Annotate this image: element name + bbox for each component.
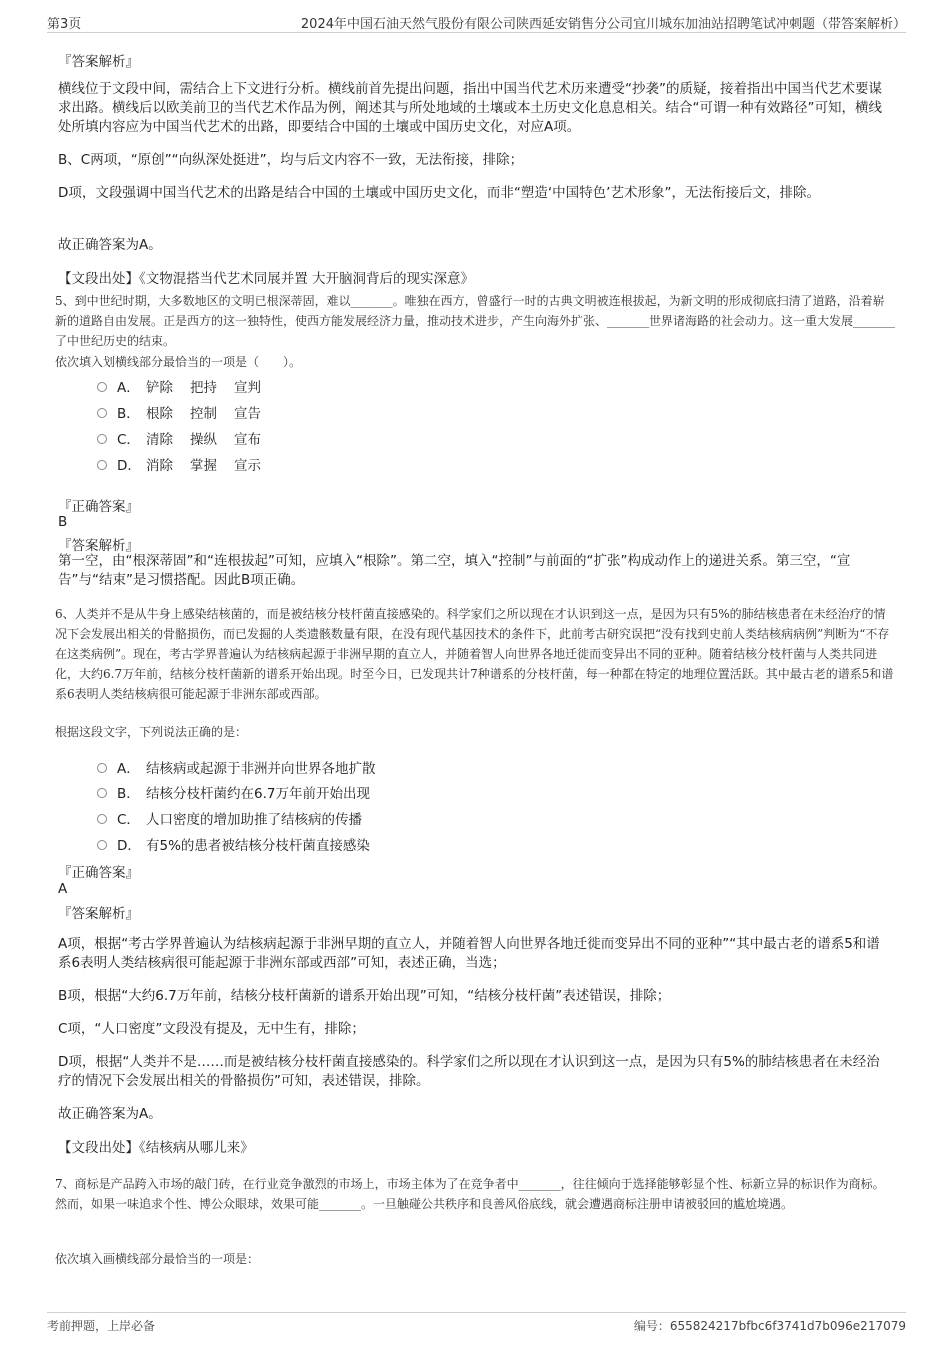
prev-source: 【文段出处】《文物混搭当代艺术同展并置 大开脑洞背后的现实深意》 xyxy=(58,271,475,287)
q5-correct-label: 『正确答案』 xyxy=(58,499,139,515)
q5-option-b[interactable]: B． 根除 控制 宣告 xyxy=(97,402,261,422)
q6-source: 【文段出处】《结核病从哪儿来》 xyxy=(58,1140,254,1156)
radio-icon[interactable] xyxy=(97,788,107,798)
q6-analysis-c: C项，“人口密度”文段没有提及，无中生有，排除； xyxy=(58,1021,365,1037)
footer-slogan: 考前押题，上岸必备 xyxy=(47,1319,156,1333)
q6-analysis-a: A项，根据“考古学界普遍认为结核病起源于非洲早期的直立人，并随着智人向世界各地迁徙而变异出不同的亚种”“其中最古老的谱系5和谱系6表明人类结核病很可能起源于非洲东部或西部”可知，表述正确，当选； xyxy=(58,936,880,971)
q6-option-c[interactable]: C． 人口密度的增加助推了结核病的传播 xyxy=(97,808,362,828)
prev-analysis-p2: B、C两项，“原创”“向纵深处挺进”，均与后文内容不一致，无法衔接，排除； xyxy=(58,152,524,168)
q6-option-d[interactable]: D． 有5%的患者被结核分枝杆菌直接感染 xyxy=(97,834,370,854)
q5-option-a[interactable]: A． 铲除 把持 宣判 xyxy=(97,376,261,396)
q5-analysis-label: 『答案解析』 xyxy=(58,538,139,554)
radio-icon[interactable] xyxy=(97,382,107,392)
prev-analysis-label: 『答案解析』 xyxy=(58,54,139,70)
q5-analysis: 第一空，由“根深蒂固”和“连根拔起”可知，应填入“根除”。第二空，填入“控制”与前面的“扩张”构成动作上的递进关系。第三空，“宣告”与“结束”是习惯搭配。因此B项正确。 xyxy=(58,553,851,588)
q6-option-b[interactable]: B． 结核分枝杆菌约在6.7万年前开始出现 xyxy=(97,782,370,802)
q6-option-a[interactable]: A． 结核病或起源于非洲并向世界各地扩散 xyxy=(97,757,376,777)
radio-icon[interactable] xyxy=(97,434,107,444)
q6-answer: A xyxy=(58,881,68,897)
q5-answer: B xyxy=(58,514,68,530)
document-title: 2024年中国石油天然气股份有限公司陕西延安销售分公司宜川城东加油站招聘笔试冲刺题（带答案解析） xyxy=(300,17,906,32)
q5-option-c[interactable]: C． 清除 操纵 宣布 xyxy=(97,428,261,448)
q6-analysis-d: D项，根据“人类并不是……而是被结核分枝杆菌直接感染的。科学家们之所以现在才认识到这一点，是因为只有5%的肺结核患者在未经治疗的情况下会发展出相关的骨骼损伤”可知，表述错误，排除。 xyxy=(58,1054,880,1089)
radio-icon[interactable] xyxy=(97,814,107,824)
q6-analysis-label: 『答案解析』 xyxy=(58,906,139,922)
q6-analysis-b: B项，根据“大约6.7万年前，结核分枝杆菌新的谱系开始出现”可知，“结核分枝杆菌”表述错误，排除； xyxy=(58,988,671,1004)
q6-analysis-conclusion: 故正确答案为A。 xyxy=(58,1106,162,1122)
q5-prompt: 依次填入划横线部分最恰当的一项是（ ）。 xyxy=(55,355,302,369)
prev-analysis-p1: 横线位于文段中间，需结合上下文进行分析。横线前首先提出问题，指出中国当代艺术历来遭受“抄袭”的质疑，接着指出中国当代艺术要谋求出路。横线后以欧美前卫的当代艺术作品为例，阐述其与所处地域的土壤或本土历史文化息息相关。结合“可谓一种有效路径”可知，横线处所填内容应为中国当代艺术的出路，即要结合中国的土壤或中国历史文化，对应A项。 xyxy=(58,81,882,135)
q6-stem: 6、人类并不是从牛身上感染结核菌的，而是被结核分枝杆菌直接感染的。科学家们之所以现在才认识到这一点，是因为只有5%的肺结核患者在未经治疗的情况下会发展出相关的骨骼损伤，而已发掘的人类遗骸数量有限，在没有现代基因技术的条件下，此前考古研究误把“没有找到史前人类结核病病例”判断为“不存在这类病例”。现在，考古学界普遍认为结核病起源于非洲早期的直立人，并随着智人向世界各地迁徙而变异出不同的亚种。随着结核分枝杆菌与人类共同进化，大约6.7万年前，结核分枝杆菌新的谱系开始出现。时至今日，已发现共计7种谱系的分枝杆菌，每一种都在特定的地理位置活跃。其中最古老的谱系5和谱系6表明人类结核病很可能起源于非洲东部或西部。 xyxy=(55,607,894,701)
document-id: 编号：655824217bfbc6f3741d7b096e217079 xyxy=(633,1319,906,1333)
page-number: 第3页 xyxy=(47,17,82,32)
radio-icon[interactable] xyxy=(97,460,107,470)
radio-icon[interactable] xyxy=(97,763,107,773)
radio-icon[interactable] xyxy=(97,408,107,418)
q6-correct-label: 『正确答案』 xyxy=(58,865,139,881)
prev-analysis-conclusion: 故正确答案为A。 xyxy=(58,237,162,253)
page-footer xyxy=(47,1312,906,1337)
prev-analysis-p3: D项，文段强调中国当代艺术的出路是结合中国的土壤或中国历史文化，而非“塑造‘中国特色’艺术形象”，无法衔接后文，排除。 xyxy=(58,185,820,201)
q6-prompt: 根据这段文字，下列说法正确的是： xyxy=(55,725,248,739)
radio-icon[interactable] xyxy=(97,840,107,850)
q5-option-d[interactable]: D． 消除 掌握 宣示 xyxy=(97,454,261,474)
q7-stem: 7、商标是产品跨入市场的敲门砖，在行业竞争激烈的市场上，市场主体为了在竞争者中_______，往往倾向于选择能够彰显个性、标新立异的标识作为商标。然而，如果一味追求个性、博公众眼球，效果可能_______。一旦触碰公共秩序和良善风俗底线，就会遭遇商标注册申请被驳回的尴尬境遇。 xyxy=(55,1177,885,1211)
page-header xyxy=(47,10,906,33)
q5-stem: 5、到中世纪时期，大多数地区的文明已根深蒂固，难以_______。唯独在西方，曾盛行一时的古典文明被连根拔起，为新文明的形成彻底扫清了道路，沿着崭新的道路自由发展。正是西方的这一独特性，使西方能发展经济力量，推动技术进步，产生向海外扩张、_______世界诸海路的社会动力。这一重大发展_______了中世纪历史的结束。 xyxy=(55,294,896,348)
q7-prompt: 依次填入画横线部分最恰当的一项是： xyxy=(55,1252,260,1266)
